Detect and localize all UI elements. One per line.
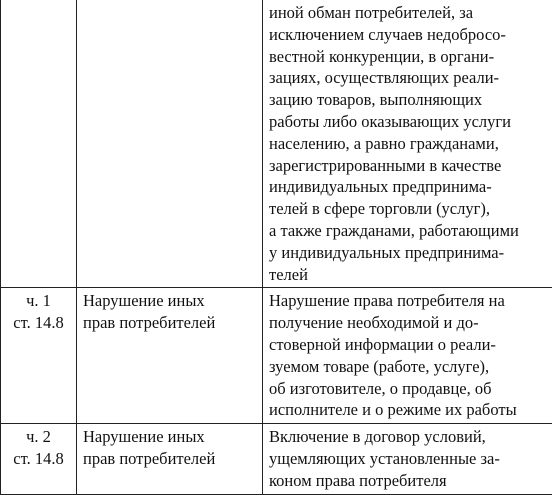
article-cell — [1, 288, 77, 424]
description-line: Нарушение права потребителя на — [269, 290, 546, 312]
description-line: иной обман потребителей, за — [269, 2, 546, 24]
violation-name-line: Нарушение иных — [83, 426, 256, 448]
violation-name-line: прав потребителей — [83, 448, 256, 470]
description-line: коном права потребителя — [269, 470, 546, 492]
description-line: у индивидуальных предпринима- — [269, 242, 546, 264]
description-line: населению, а равно гражданами, — [269, 133, 546, 155]
description-line: исполнителе и о режиме их работы — [269, 399, 546, 421]
description-line: зацию товаров, выполняющих — [269, 89, 546, 111]
violation-name-cell — [77, 0, 263, 288]
article-cell — [1, 0, 77, 288]
violation-name-cell — [77, 288, 263, 424]
table-row — [1, 288, 552, 424]
description-line: получение необходимой и до- — [269, 312, 546, 334]
description-line: зациях, осуществляющих реали- — [269, 67, 546, 89]
description-line: зарегистрированными в качестве — [269, 155, 546, 177]
violation-name-cell — [77, 424, 263, 494]
description-line: зуемом товаре (работе, услуге), — [269, 356, 546, 378]
description-line: работы либо оказывающих услуги — [269, 111, 546, 133]
description-line: Включение в договор условий, — [269, 426, 546, 448]
description-line: индивидуальных предпринима- — [269, 176, 546, 198]
violation-description-cell — [263, 0, 552, 288]
violation-name-line: Нарушение иных — [83, 290, 256, 312]
article-cell — [1, 424, 77, 494]
description-line: исключением случаев недобросо- — [269, 24, 546, 46]
description-line: телей в сфере торговли (услуг), — [269, 198, 546, 220]
article-number: ст. 14.8 — [7, 448, 70, 470]
violation-description-cell — [263, 288, 552, 424]
description-line: а также гражданами, работающими — [269, 220, 546, 242]
table-row — [1, 424, 552, 494]
description-line: ущемляющих установленные за- — [269, 448, 546, 470]
table-row-continued — [1, 0, 552, 288]
violation-description-cell — [263, 424, 552, 494]
description-line: вестной конкуренции, в органи- — [269, 46, 546, 68]
article-number: ст. 14.8 — [7, 312, 70, 334]
description-line: телей — [269, 264, 546, 286]
violation-name-line: прав потребителей — [83, 312, 256, 334]
legal-table-body — [1, 0, 552, 494]
article-part: ч. 2 — [7, 426, 70, 448]
description-line: об изготовителе, о продавце, об — [269, 378, 546, 400]
article-part: ч. 1 — [7, 290, 70, 312]
description-line: стоверной информации о реали- — [269, 334, 546, 356]
